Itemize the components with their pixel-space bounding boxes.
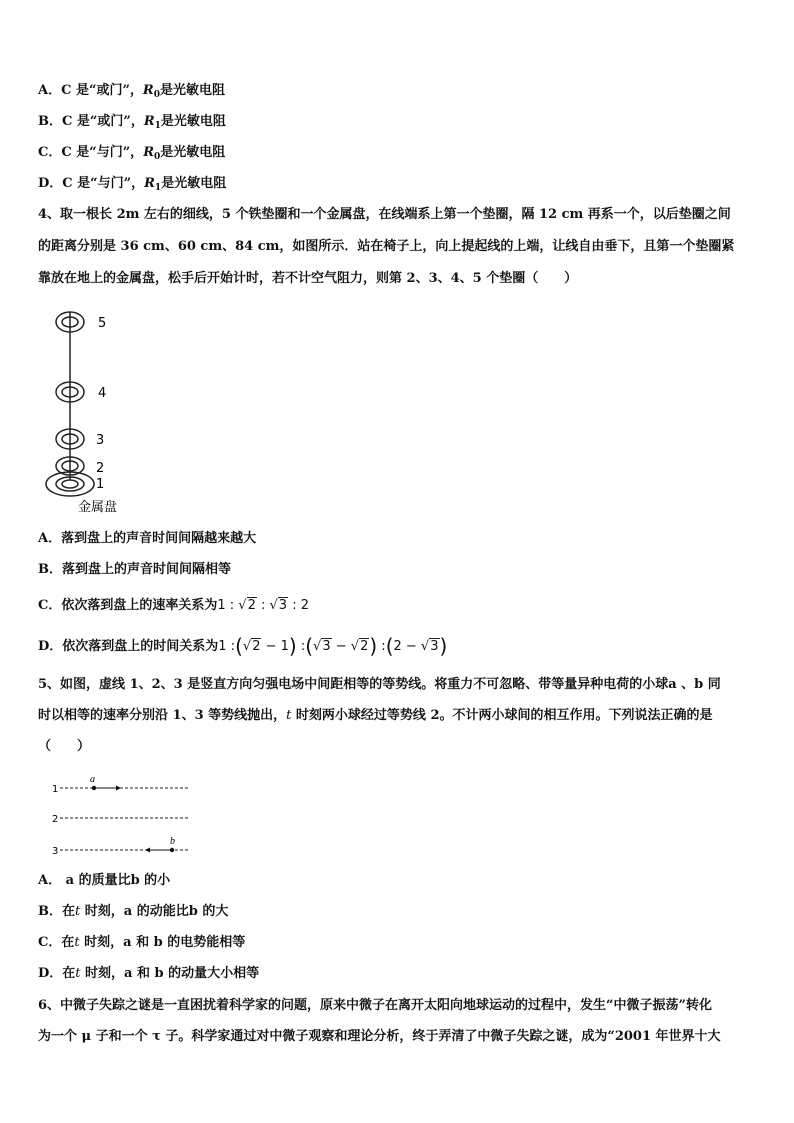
ring-label-3: 3 [96, 433, 105, 448]
q5-stem-line3: （ ） [38, 739, 91, 754]
q4-washer-figure [38, 302, 198, 517]
arrow-a [116, 786, 121, 791]
ball-b-label: b [170, 836, 175, 847]
q5-equipotential-figure [50, 770, 210, 860]
q3-option-d: D．C 是“与门”，$R_1$是光敏电阻 [38, 176, 227, 193]
ring-label-4: 4 [98, 386, 107, 401]
arrow-b [145, 848, 150, 853]
plate-label: 金属盘 [78, 500, 118, 515]
q5-stem-line1: 5、如图，虚线 1、2、3 是竖直方向匀强电场中间距相等的等势线。将重力不可忽略、带等量异种电荷的小球a 、b 同 [38, 677, 721, 692]
q6-stem-line2: 为一个 μ 子和一个 τ 子。科学家通过对中微子观察和理论分析，终于弄清了中微子失踪之谜，成为“2001 年世界十大 [38, 1029, 721, 1044]
q4-c-expression: 1 : √2 : √3 : 2 [217, 598, 309, 613]
line-label-2: 2 [52, 814, 59, 825]
q4-option-a: A．落到盘上的声音时间间隔越来越大 [38, 531, 257, 546]
ball-a-label: a [90, 774, 95, 785]
q5-option-a: A． a 的质量比b 的小 [38, 873, 171, 888]
q4-stem-line1: 4、取一根长 2m 左右的细线，5 个铁垫圈和一个金属盘，在线端系上第一个垫圈，隔 12 cm 再系一个，以后垫圈之间 [38, 207, 731, 222]
q4-option-b: B．落到盘上的声音时间间隔相等 [38, 562, 231, 577]
ring-label-2: 2 [96, 461, 105, 476]
ring-label-1: 1 [96, 477, 105, 492]
line-label-1: 1 [52, 784, 59, 795]
ring-label-5: 5 [98, 316, 107, 331]
q5-option-b: B．在t 时刻，a 的动能比b 的大 [38, 904, 229, 919]
q5-option-c: C．在t 时刻，a 和 b 的电势能相等 [38, 935, 246, 950]
q5-option-d: D．在t 时刻，a 和 b 的动量大小相等 [38, 966, 260, 981]
q4-d-expression: 1 :(√2 − 1) :(√3 − √2) :(2 − √3) [218, 634, 448, 658]
q3-option-a: A．C 是“或门”，$R_0$是光敏电阻 [38, 83, 226, 100]
q3-option-b: B．C 是“或门”，$R_1$是光敏电阻 [38, 114, 226, 131]
q4-stem-line2: 的距离分别是 36 cm、60 cm、84 cm，如图所示．站在椅子上，向上提起线的上端，让线自由垂下，且第一个垫圈紧 [38, 239, 735, 254]
line-label-3: 3 [52, 846, 59, 857]
q4-option-c: C．依次落到盘上的速率关系为1 : √2 : √3 : 2 [38, 598, 309, 613]
q4-stem-line3: 靠放在地上的金属盘，松手后开始计时，若不计空气阻力，则第 2、3、4、5 个垫圈（ ） [38, 271, 578, 286]
q5-stem-line2: 时以相等的速率分别沿 1、3 等势线抛出，t 时刻两小球经过等势线 2。不计两小球间的相互作用。下列说法正确的是 [38, 708, 713, 723]
q3-option-c: C．C 是“与门”，$R_0$是光敏电阻 [38, 145, 226, 162]
q6-stem-line1: 6、中微子失踪之谜是一直困扰着科学家的问题，原来中微子在离开太阳向地球运动的过程中，发生“中微子振荡”转化 [38, 998, 713, 1013]
q4-option-d: D．依次落到盘上的时间关系为1 :(√2 − 1) :(√3 − √2) :(2 − √3) [38, 634, 448, 658]
